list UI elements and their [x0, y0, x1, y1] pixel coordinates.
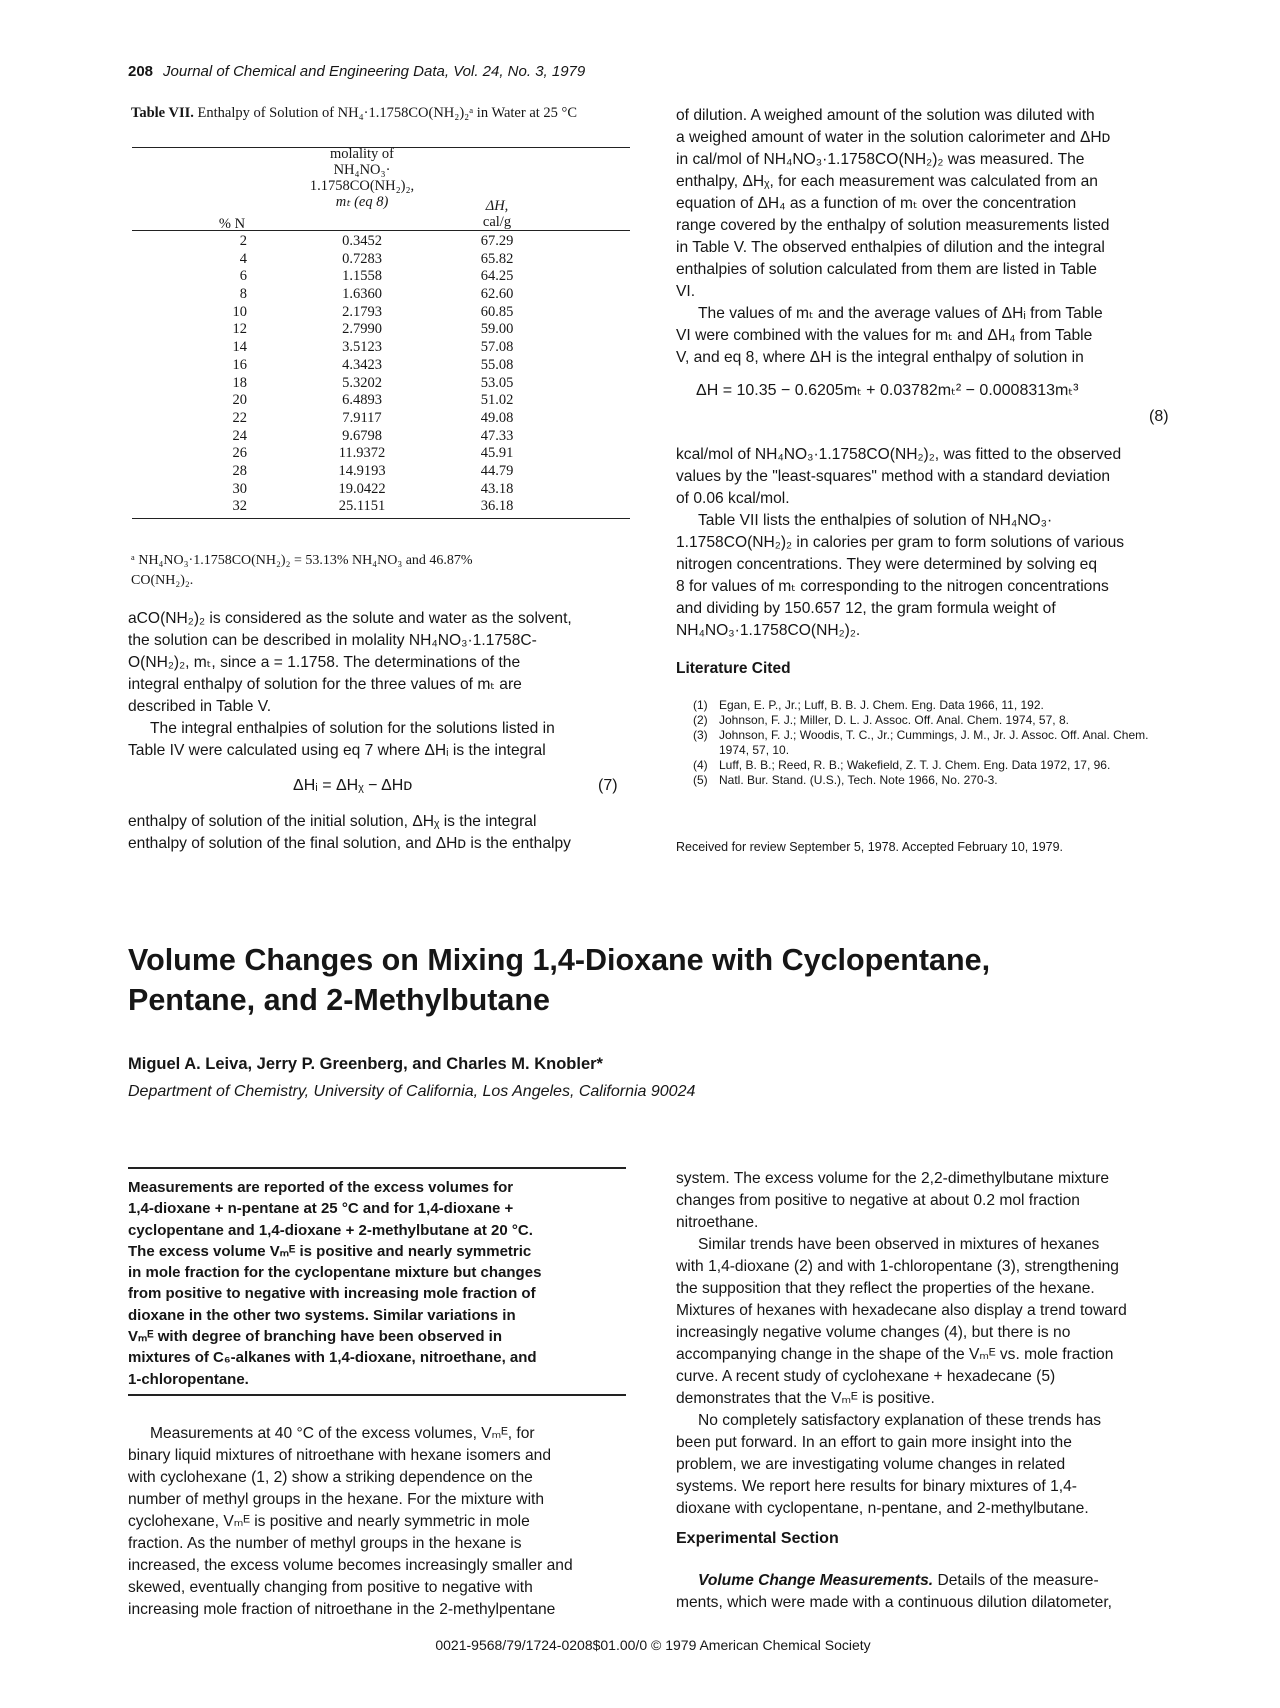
- cell-percent-n: 8: [239, 286, 247, 303]
- journal-citation: Journal of Chemical and Engineering Data, Vol. 24, No. 3, 1979: [163, 63, 586, 80]
- table-row: [132, 428, 630, 446]
- text-line: NH₄NO₃·1.1758CO(NH₂)₂.: [676, 622, 861, 639]
- reference-text: Johnson, F. J.; Woodis, T. C., Jr.; Cummings, J. M., Jr. J. Assoc. Off. Anal. Chem. 1974, 57, 10.: [719, 728, 1149, 757]
- text-line: the supposition that they reflect the properties of the hexane.: [676, 1280, 1095, 1297]
- running-header: [128, 63, 585, 80]
- table-label: Table VII.: [131, 105, 194, 121]
- text-line: increasing mole fraction of nitroethane in the 2-methylpentane: [128, 1601, 556, 1618]
- text-line: range covered by the enthalpy of solution measurements listed: [676, 217, 1110, 234]
- cell-delta-h: 60.85: [480, 303, 514, 320]
- table-row: [132, 286, 630, 304]
- table-row: [132, 321, 630, 339]
- text-line: kcal/mol of NH₄NO₃·1.1758CO(NH₂)₂, was fitted to the observed: [676, 446, 1122, 463]
- abstract-line: cyclopentane and 1,4-dioxane + 2-methylbutane at 20 °C.: [128, 1221, 533, 1239]
- cell-percent-n: 30: [232, 480, 247, 497]
- table-footnote: [131, 551, 631, 591]
- text-line: problem, we are investigating volume changes in related: [676, 1456, 1066, 1473]
- text-line: skewed, eventually changing from positive to negative with: [128, 1579, 533, 1596]
- table-body: [132, 231, 630, 516]
- text-line: system. The excess volume for the 2,2-dimethylbutane mixture: [676, 1170, 1110, 1187]
- cell-molality: 14.9193: [338, 462, 386, 479]
- cell-molality: 11.9372: [338, 445, 386, 462]
- cell-molality: 0.7283: [342, 250, 382, 267]
- table-row: [132, 445, 630, 463]
- cell-delta-h: 57.08: [480, 339, 514, 356]
- text-line: No completely satisfactory explanation of these trends has: [698, 1412, 1102, 1429]
- table-row: [132, 481, 630, 499]
- cell-delta-h: 44.79: [480, 462, 514, 479]
- text-line: of 0.06 kcal/mol.: [676, 490, 790, 507]
- cell-percent-n: 2: [239, 233, 247, 249]
- abstract-line: 1-chloropentane.: [128, 1370, 249, 1388]
- text-line: number of methyl groups in the hexane. For the mixture with: [128, 1491, 545, 1508]
- text-line: in cal/mol of NH₄NO₃·1.1758CO(NH₂)₂ was measured. The: [676, 151, 1085, 168]
- text-line: integral enthalpy of solution for the three values of mₜ are: [128, 676, 522, 693]
- table-row: [132, 392, 630, 410]
- equation-8: ΔH = 10.35 − 0.6205mₜ + 0.03782mₜ² − 0.0008313mₜ³: [696, 382, 1079, 399]
- col-header-percent-n: % N: [218, 216, 246, 232]
- article-title-l2: Pentane, and 2-Methylbutane: [128, 983, 550, 1017]
- abstract-line: 1,4-dioxane + n-pentane at 25 °C and for 1,4-dioxane +: [128, 1200, 514, 1218]
- cell-delta-h: 55.08: [480, 356, 514, 373]
- cell-delta-h: 45.91: [480, 445, 514, 462]
- text-line: curve. A recent study of cyclohexane + hexadecane (5): [676, 1368, 1056, 1385]
- table-row: [132, 233, 630, 251]
- right-paragraph-1: [676, 105, 1176, 303]
- cell-delta-h: 49.08: [480, 409, 514, 426]
- text-line: VI.: [676, 283, 696, 300]
- literature-cited-heading: Literature Cited: [676, 660, 791, 677]
- table-vii: [132, 147, 630, 519]
- cell-delta-h: 36.18: [480, 498, 514, 515]
- table-row: [132, 410, 630, 428]
- text-line: VI were combined with the values for mₜ and ΔH₄ from Table: [676, 327, 1093, 344]
- cell-molality: 0.3452: [342, 233, 382, 249]
- equation-7-number: (7): [598, 777, 618, 794]
- cell-percent-n: 26: [232, 445, 247, 462]
- table-row: [132, 268, 630, 286]
- text-line: in Table V. The observed enthalpies of dilution and the integral: [676, 239, 1105, 256]
- cell-molality: 9.6798: [342, 427, 382, 444]
- affiliation: Department of Chemistry, University of California, Los Angeles, California 90024: [128, 1083, 696, 1100]
- cell-percent-n: 4: [239, 250, 247, 267]
- cell-delta-h: 64.25: [480, 268, 514, 285]
- col-header-molality-l3: 1.1758CO(NH₂)₂,: [309, 178, 415, 194]
- reference-item: [693, 728, 1179, 758]
- received-note: Received for review September 5, 1978. Accepted February 10, 1979.: [676, 840, 1064, 854]
- table-caption: [131, 105, 631, 121]
- table-row: [132, 498, 630, 516]
- cell-percent-n: 32: [232, 498, 247, 515]
- cell-percent-n: 12: [232, 321, 247, 338]
- cell-molality: 1.6360: [342, 286, 382, 303]
- table-row: [132, 357, 630, 375]
- abstract-line: in mole fraction for the cyclopentane mixture but changes: [128, 1264, 542, 1282]
- left-paragraph-2: [128, 718, 628, 762]
- abstract-line: Measurements are reported of the excess volumes for: [128, 1179, 514, 1196]
- abstract-line: from positive to negative with increasing mole fraction of: [128, 1285, 536, 1303]
- text-line: dioxane with cyclopentane, n-pentane, and 2-methylbutane.: [676, 1500, 1089, 1517]
- equation-7: ΔHᵢ = ΔHᵪ − ΔHᴅ: [293, 777, 413, 794]
- text-line: ments, which were made with a continuous dilution dilatometer,: [676, 1594, 1112, 1611]
- text-line: equation of ΔH₄ as a function of mₜ over the concentration: [676, 195, 1077, 212]
- abstract-line: mixtures of C₆-alkanes with 1,4-dioxane, nitroethane, and: [128, 1349, 537, 1367]
- cell-percent-n: 28: [232, 462, 247, 479]
- text-line: accompanying change in the shape of the Vₘᴱ vs. mole fraction: [676, 1346, 1114, 1363]
- text-line: Table IV were calculated using eq 7 where ΔHᵢ is the integral: [128, 742, 546, 759]
- col-header-delta-h-l2: cal/g: [482, 214, 512, 230]
- copyright-footer: 0021-9568/79/1724-0208$01.00/0 © 1979 American Chemical Society: [435, 1637, 871, 1653]
- table-footnote-l1: ᵃ NH₄NO₃·1.1758CO(NH₂)₂ = 53.13% NH₄NO₃ and 46.87%: [131, 553, 473, 568]
- text-line: demonstrates that the Vₘᴱ is positive.: [676, 1390, 935, 1407]
- cell-molality: 7.9117: [342, 409, 382, 426]
- table-header: [132, 148, 630, 230]
- reference-item: [693, 758, 1179, 773]
- reference-text: Natl. Bur. Stand. (U.S.), Tech. Note 1966, No. 270-3.: [719, 773, 998, 787]
- text-fragment: Details of the measure-: [937, 1572, 1099, 1589]
- table-row: [132, 375, 630, 393]
- cell-delta-h: 53.05: [480, 374, 514, 391]
- cell-molality: 5.3202: [342, 374, 382, 391]
- intro-right-paragraph-3: [676, 1410, 1176, 1520]
- left-paragraph-1: [128, 608, 628, 718]
- cell-molality: 2.7990: [342, 321, 382, 338]
- table-row: [132, 339, 630, 357]
- col-header-molality-l1: molality of: [329, 146, 395, 162]
- text-line: cyclohexane, Vₘᴱ is positive and nearly symmetric in mole: [128, 1513, 530, 1530]
- equation-8-number: (8): [1149, 408, 1169, 425]
- col-header-molality-l4: mₜ (eq 8): [335, 194, 389, 210]
- reference-item: [693, 698, 1179, 713]
- cell-percent-n: 10: [232, 303, 247, 320]
- text-line: increased, the excess volume becomes increasingly smaller and: [128, 1557, 573, 1574]
- text-line: enthalpy, ΔHᵪ, for each measurement was calculated from an: [676, 173, 1098, 190]
- cell-delta-h: 62.60: [480, 286, 514, 303]
- text-line: 1.1758CO(NH₂)₂ in calories per gram to form solutions of various: [676, 534, 1125, 551]
- text-line: 8 for values of mₜ corresponding to the nitrogen concentrations: [676, 578, 1109, 595]
- table-caption-text: Enthalpy of Solution of NH₄·1.1758CO(NH₂)₂ᵃ in Water at 25 °C: [197, 105, 578, 121]
- text-line: with cyclohexane (1, 2) show a striking dependence on the: [128, 1469, 533, 1486]
- reference-number: (2): [693, 713, 708, 727]
- cell-delta-h: 65.82: [480, 250, 514, 267]
- col-header-delta-h: [457, 198, 537, 230]
- text-line: fraction. As the number of methyl groups in the hexane is: [128, 1535, 522, 1552]
- text-line: Similar trends have been observed in mixtures of hexanes: [698, 1236, 1100, 1253]
- text-line: systems. We report here results for binary mixtures of 1,4-: [676, 1478, 1077, 1495]
- experimental-paragraph: [676, 1570, 1176, 1614]
- text-line: enthalpy of solution of the final solution, and ΔHᴅ is the enthalpy: [128, 835, 571, 852]
- col-header-molality-l2: NH₄NO₃·: [333, 162, 391, 178]
- page-number: 208: [128, 63, 154, 80]
- right-paragraph-2: [676, 303, 1176, 369]
- cell-delta-h: 47.33: [480, 427, 514, 444]
- text-line: Table VII lists the enthalpies of solution of NH₄NO₃·: [698, 512, 1053, 529]
- cell-molality: 6.4893: [342, 392, 382, 409]
- text-line: values by the "least-squares" method with a standard deviation: [676, 468, 1111, 485]
- cell-percent-n: 20: [232, 392, 247, 409]
- article-title-l1: Volume Changes on Mixing 1,4-Dioxane with Cyclopentane,: [128, 943, 991, 977]
- article-title: [128, 940, 1178, 1020]
- reference-text: Egan, E. P., Jr.; Luff, B. B. J. Chem. Eng. Data 1966, 11, 192.: [719, 698, 1044, 712]
- cell-molality: 25.1151: [338, 498, 386, 515]
- authors: Miguel A. Leiva, Jerry P. Greenberg, and Charles M. Knobler*: [128, 1055, 603, 1073]
- text-line: V, and eq 8, where ΔH is the integral enthalpy of solution in: [676, 349, 1084, 366]
- cell-delta-h: 51.02: [480, 392, 514, 409]
- text-line: with 1,4-dioxane (2) and with 1-chloropentane (3), strengthening: [676, 1258, 1119, 1275]
- cell-delta-h: 67.29: [480, 233, 514, 249]
- table-footnote-l2: CO(NH₂)₂.: [131, 573, 194, 588]
- cell-delta-h: 43.18: [480, 480, 514, 497]
- reference-number: (4): [693, 758, 708, 772]
- text-line: binary liquid mixtures of nitroethane with hexane isomers and: [128, 1447, 551, 1464]
- table-row: [132, 251, 630, 269]
- text-line: described in Table V.: [128, 698, 272, 715]
- cell-percent-n: 6: [239, 268, 247, 285]
- text-line: Mixtures of hexanes with hexadecane also display a trend toward: [676, 1302, 1127, 1319]
- abstract-line: Vₘᴱ with degree of branching have been observed in: [128, 1328, 503, 1346]
- reference-item: [693, 773, 1179, 788]
- cell-percent-n: 18: [232, 374, 247, 391]
- cell-molality: 1.1558: [342, 268, 382, 285]
- abstract: [128, 1167, 626, 1396]
- abstract-line: The excess volume Vₘᴱ is positive and nearly symmetric: [128, 1242, 532, 1260]
- text-line: the solution can be described in molality NH₄NO₃·1.1758C-: [128, 632, 537, 649]
- col-header-delta-h-l1: ΔH,: [485, 198, 509, 214]
- volume-change-heading: Volume Change Measurements.: [698, 1572, 934, 1589]
- table-row: [132, 304, 630, 322]
- table-row: [132, 463, 630, 481]
- text-line: increasingly negative volume changes (4), but there is no: [676, 1324, 1071, 1341]
- reference-list: [693, 698, 1179, 788]
- reference-text: Johnson, F. J.; Miller, D. L. J. Assoc. Off. Anal. Chem. 1974, 57, 8.: [719, 713, 1069, 727]
- text-line: nitrogen concentrations. They were determined by solving eq: [676, 556, 1097, 573]
- intro-right-paragraph-2: [676, 1234, 1176, 1410]
- text-line: nitroethane.: [676, 1214, 759, 1231]
- cell-percent-n: 24: [232, 427, 247, 444]
- text-line: a weighed amount of water in the solution calorimeter and ΔHᴅ: [676, 129, 1111, 146]
- reference-item: [693, 713, 1179, 728]
- intro-right-paragraph-1: [676, 1168, 1176, 1234]
- text-line: Measurements at 40 °C of the excess volumes, Vₘᴱ, for: [150, 1425, 535, 1442]
- cell-percent-n: 22: [232, 409, 247, 426]
- text-line: of dilution. A weighed amount of the solution was diluted with: [676, 107, 1095, 124]
- cell-delta-h: 59.00: [480, 321, 514, 338]
- intro-left-paragraph: [128, 1423, 628, 1621]
- cell-molality: 19.0422: [338, 480, 386, 497]
- table-bottom-rule: [132, 518, 630, 519]
- col-header-molality: [277, 146, 447, 210]
- cell-molality: 4.3423: [342, 356, 382, 373]
- text-line: aCO(NH₂)₂ is considered as the solute and water as the solvent,: [128, 610, 572, 627]
- text-line: The integral enthalpies of solution for the solutions listed in: [150, 720, 555, 737]
- left-paragraph-3: [128, 811, 628, 855]
- right-paragraph-3: [676, 444, 1176, 510]
- abstract-line: dioxane in the other two systems. Similar variations in: [128, 1306, 516, 1324]
- text-line: The values of mₜ and the average values of ΔHᵢ from Table: [698, 305, 1103, 322]
- reference-number: (1): [693, 698, 708, 712]
- reference-number: (3): [693, 728, 708, 742]
- text-line: been put forward. In an effort to gain more insight into the: [676, 1434, 1072, 1451]
- text-line: and dividing by 150.657 12, the gram formula weight of: [676, 600, 1056, 617]
- cell-percent-n: 14: [232, 339, 247, 356]
- text-line: changes from positive to negative at about 0.2 mol fraction: [676, 1192, 1080, 1209]
- text-line: enthalpy of solution of the initial solution, ΔHᵪ is the integral: [128, 813, 537, 830]
- text-line: O(NH₂)₂, mₜ, since a = 1.1758. The determinations of the: [128, 654, 521, 671]
- text-line: enthalpies of solution calculated from them are listed in Table: [676, 261, 1097, 278]
- cell-molality: 3.5123: [342, 339, 382, 356]
- right-paragraph-4: [676, 510, 1176, 642]
- text-line: [676, 1570, 1176, 1592]
- cell-percent-n: 16: [232, 356, 247, 373]
- experimental-section-heading: Experimental Section: [676, 1530, 839, 1547]
- reference-text: Luff, B. B.; Reed, R. B.; Wakefield, Z. T. J. Chem. Eng. Data 1972, 17, 96.: [719, 758, 1111, 772]
- reference-number: (5): [693, 773, 708, 787]
- cell-molality: 2.1793: [342, 303, 382, 320]
